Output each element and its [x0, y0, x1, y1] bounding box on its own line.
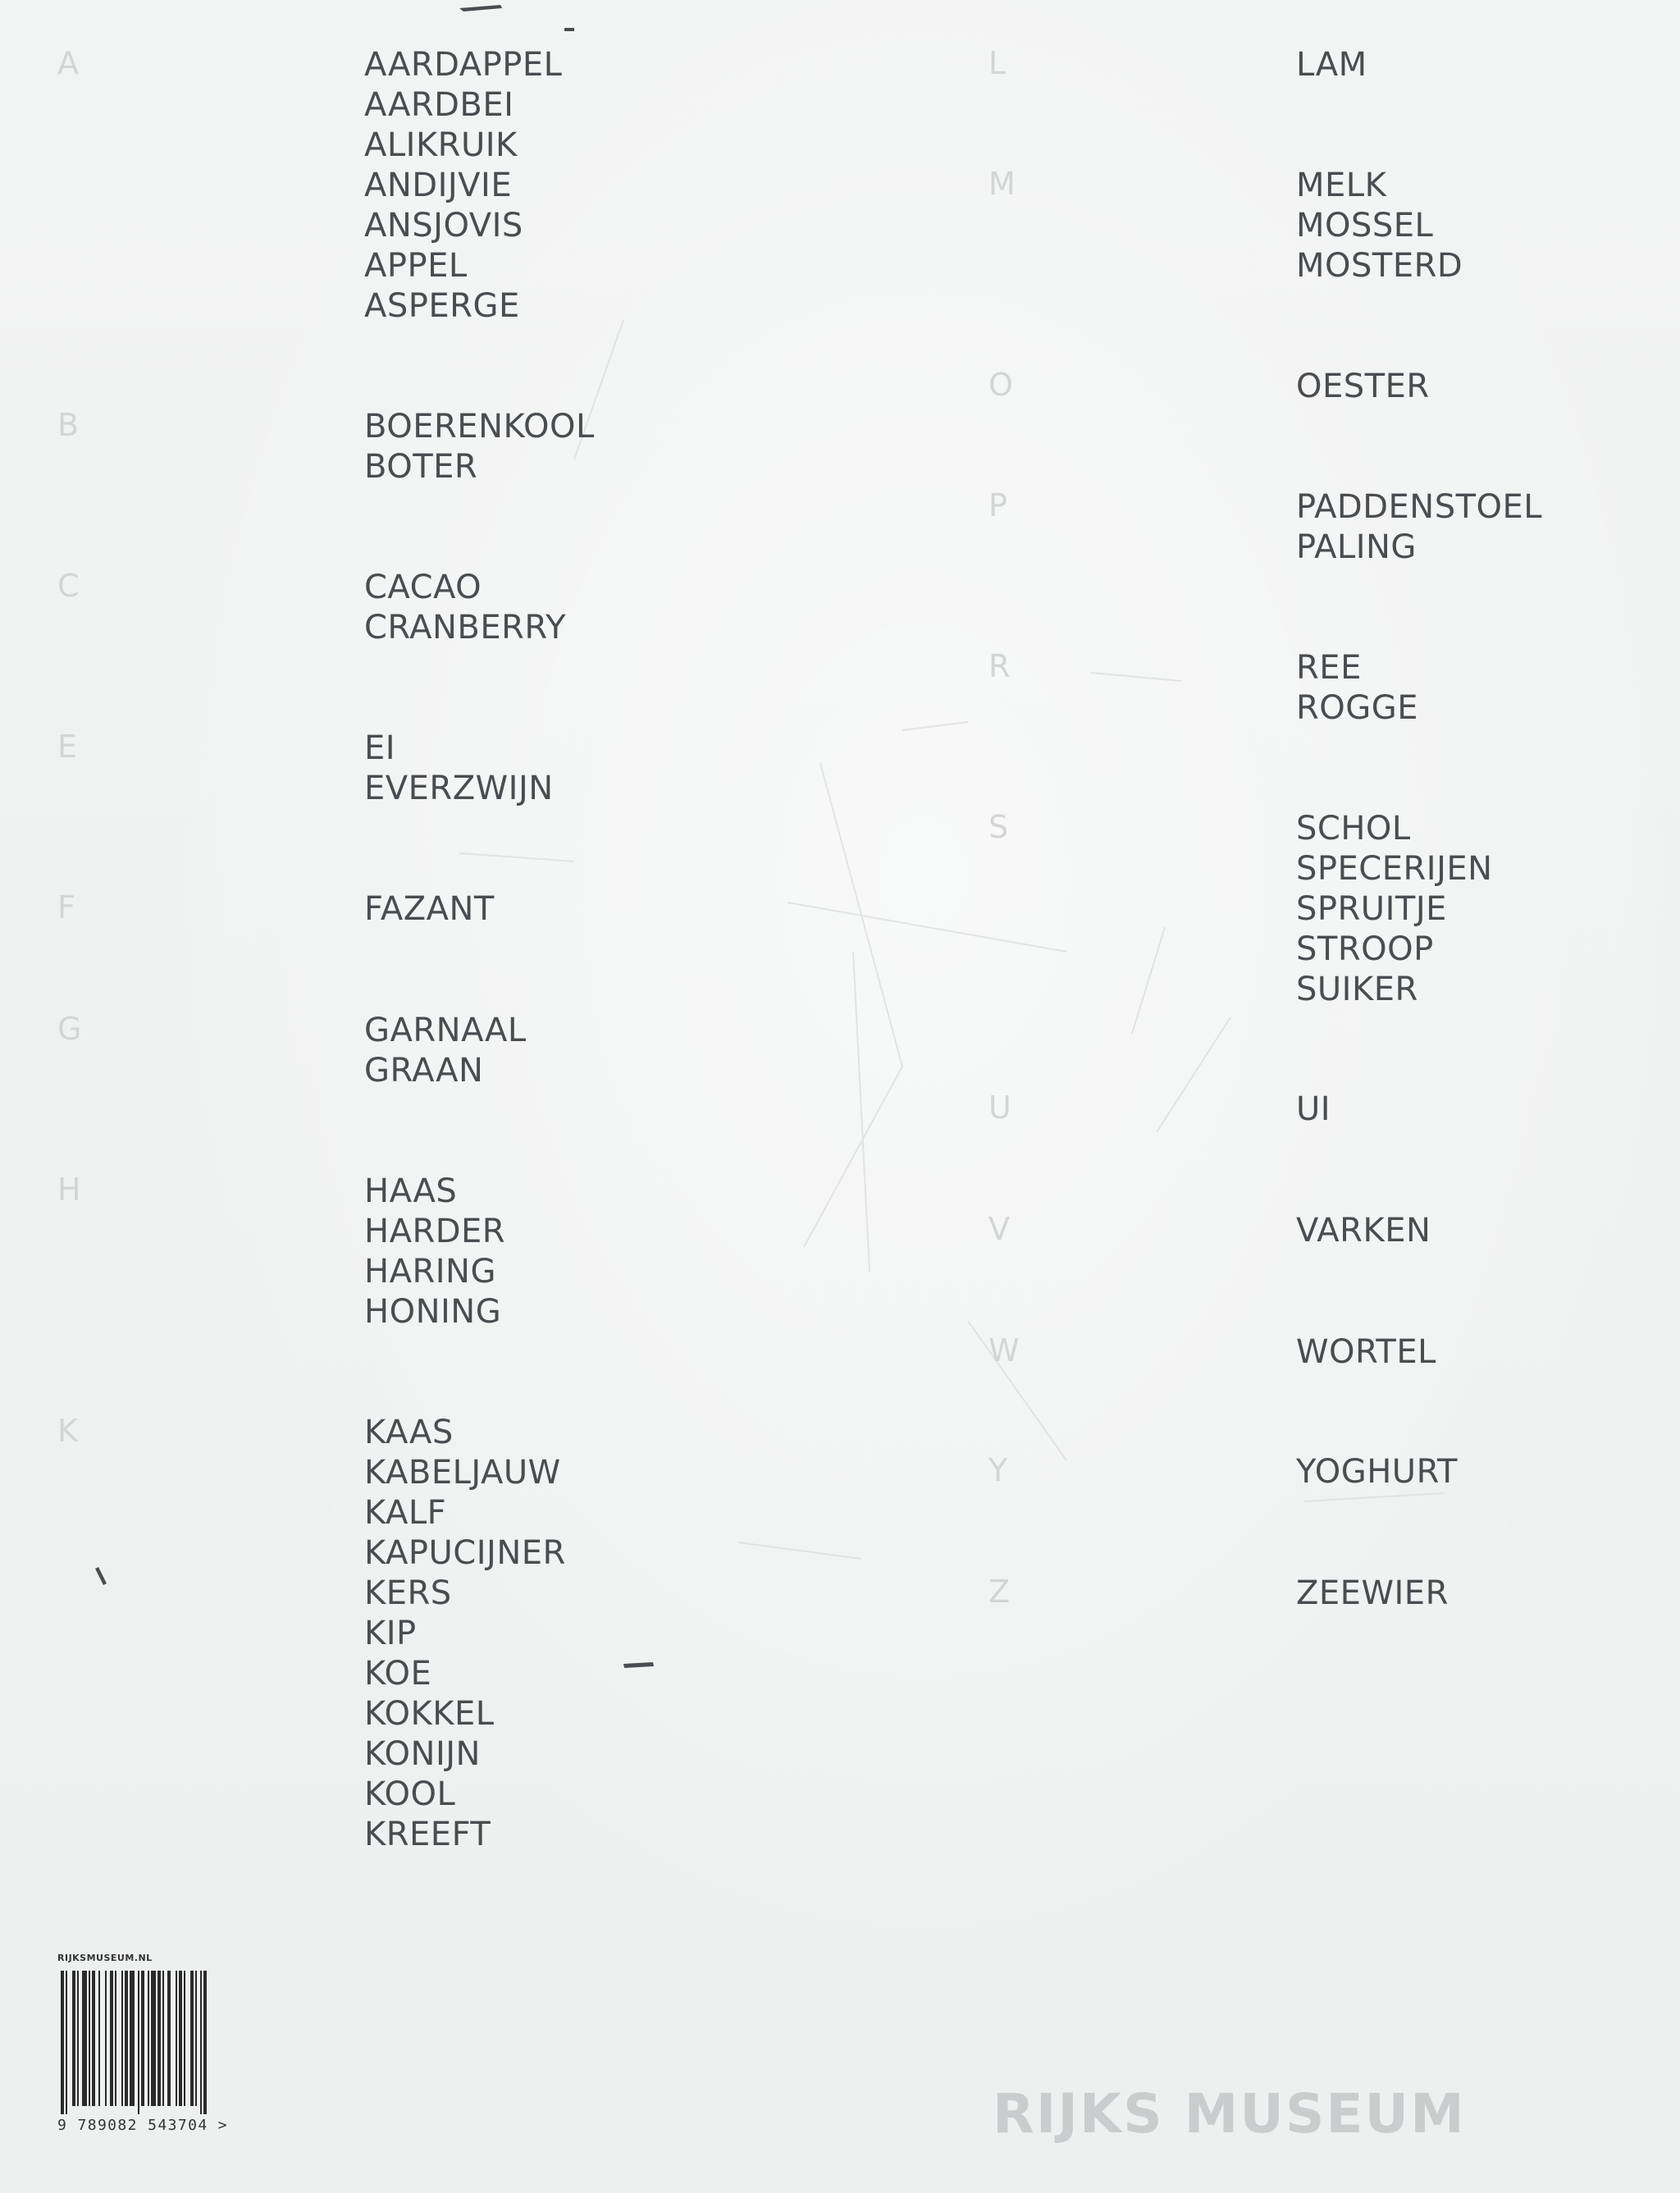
section-letter: U: [988, 1090, 1011, 1126]
barcode-bar: [162, 1971, 164, 2106]
word-list: [1296, 1332, 1436, 1373]
index-entry: HAAS: [364, 1172, 458, 1210]
word-list: [1296, 45, 1367, 85]
section-letter: H: [57, 1172, 81, 1208]
barcode-bar: [158, 1971, 161, 2106]
index-entry: MOSTERD: [1296, 247, 1463, 285]
barcode-bar: [125, 1971, 128, 2106]
section-letter: L: [988, 45, 1007, 81]
index-entry: ALIKRUIK: [364, 126, 518, 164]
barcode-bar: [148, 1971, 149, 2106]
section-letter: P: [988, 487, 1007, 523]
section-letter: B: [57, 407, 80, 443]
index-entry: KALF: [364, 1494, 447, 1532]
section-letter: S: [988, 809, 1009, 845]
word-list: [364, 45, 562, 327]
barcode-bar: [141, 1971, 144, 2106]
index-entry: KAAS: [364, 1414, 454, 1451]
word-list: [1296, 648, 1418, 729]
word-list: [364, 1413, 566, 1855]
section-letter: K: [57, 1413, 78, 1449]
index-entry: ZEEWIER: [1296, 1574, 1449, 1612]
word-list: [1296, 367, 1430, 407]
barcode-bar: [138, 1971, 139, 2114]
barcode-bar: [89, 1971, 90, 2106]
section-letter: A: [57, 45, 79, 81]
barcode-bar: [105, 1971, 107, 2106]
index-entry: BOERENKOOL: [364, 408, 595, 445]
index-entry: KOOL: [364, 1775, 456, 1813]
barcode-image: [59, 1971, 264, 2114]
index-entry: PADDENSTOEL: [1296, 488, 1543, 526]
index-entry: REE: [1296, 649, 1362, 687]
index-entry: APPEL: [364, 247, 468, 285]
section-letter: O: [988, 367, 1013, 403]
barcode-bar: [115, 1971, 116, 2106]
index-entry: HARDER: [364, 1213, 506, 1250]
word-list: [364, 568, 566, 648]
index-entry: KAPUCIJNER: [364, 1534, 566, 1572]
index-entry: BOTER: [364, 448, 478, 486]
word-list: [364, 889, 495, 930]
index-entry: KOE: [364, 1655, 432, 1693]
index-entry: SPRUITJE: [1296, 890, 1447, 928]
index-entry: KIP: [364, 1615, 417, 1652]
word-list: [364, 1011, 527, 1091]
barcode-bar: [176, 1971, 177, 2106]
barcode-bar: [167, 1971, 171, 2106]
index-entry: ROGGE: [1296, 689, 1419, 727]
index-entry: HONING: [364, 1293, 502, 1331]
index-entry: CACAO: [364, 569, 482, 606]
barcode-url: RIJKSMUSEUM.NL: [57, 1953, 153, 1963]
barcode-bar: [184, 1971, 185, 2106]
index-entry: LAM: [1296, 46, 1367, 84]
barcode-bar: [92, 1971, 95, 2106]
index-entry: SUIKER: [1296, 971, 1418, 1008]
barcode-bar: [66, 1971, 67, 2114]
barcode-bar: [179, 1971, 182, 2106]
word-list: [1296, 1211, 1431, 1251]
index-entry: KERS: [364, 1574, 452, 1612]
index-entry: GARNAAL: [364, 1012, 527, 1049]
section-letter: C: [57, 568, 80, 604]
index-entry: VARKEN: [1296, 1212, 1431, 1250]
index-entry: STROOP: [1296, 930, 1434, 968]
index-entry: MELK: [1296, 167, 1387, 204]
word-list: [1296, 487, 1542, 568]
section-letter: G: [57, 1011, 82, 1047]
barcode-block: [57, 1953, 287, 2141]
index-entry: AARDAPPEL: [364, 46, 563, 84]
section-letter: Y: [988, 1452, 1008, 1488]
index-entry: ANSJOVIS: [364, 207, 523, 244]
word-list: [1296, 1090, 1331, 1130]
word-list: [1296, 166, 1463, 286]
index-entry: WORTEL: [1296, 1333, 1436, 1371]
section-letter: W: [988, 1332, 1020, 1368]
index-entry: SCHOL: [1296, 810, 1411, 848]
word-list: [364, 407, 595, 487]
barcode-bar: [72, 1971, 75, 2106]
barcode-bar: [195, 1971, 197, 2106]
index-entry: UI: [1296, 1090, 1331, 1128]
word-list: [364, 729, 554, 809]
index-entry: YOGHURT: [1296, 1453, 1458, 1491]
barcode-bar: [203, 1971, 207, 2114]
index-entry: GRAAN: [364, 1052, 484, 1090]
section-letter: R: [988, 648, 1011, 684]
section-letter: V: [988, 1211, 1010, 1247]
index-entry: ANDIJVIE: [364, 167, 513, 204]
index-entry: PALING: [1296, 528, 1417, 566]
word-list: [364, 1172, 505, 1332]
barcode-bar: [98, 1971, 100, 2106]
index-entry: EI: [364, 729, 396, 767]
index-entry: CRANBERRY: [364, 609, 567, 646]
barcode-bar: [190, 1971, 194, 2106]
isbn-number: 9 789082 543704 >: [57, 2117, 229, 2134]
barcode-bar: [110, 1971, 113, 2106]
index-entry: FAZANT: [364, 890, 495, 928]
barcode-bar: [121, 1971, 123, 2106]
section-letter: E: [57, 729, 78, 765]
word-list: [1296, 1452, 1458, 1492]
barcode-bar: [130, 1971, 135, 2106]
section-letter: Z: [988, 1574, 1011, 1610]
barcode-bar: [151, 1971, 156, 2106]
index-entry: KONIJN: [364, 1735, 481, 1773]
index-entry: MOSSEL: [1296, 207, 1434, 244]
index-entry: KREEFT: [364, 1816, 491, 1853]
index-entry: SPECERIJEN: [1296, 850, 1493, 888]
word-list: [1296, 809, 1493, 1010]
barcode-bar: [61, 1971, 64, 2114]
rijksmuseum-logo: RIJKS MUSEUM: [993, 2082, 1466, 2145]
barcode-bar: [200, 1971, 202, 2114]
word-list: [1296, 1574, 1449, 1614]
index-entry: OESTER: [1296, 368, 1430, 405]
section-letter: F: [57, 889, 75, 925]
index-entry: KABELJAUW: [364, 1454, 561, 1492]
index-entry: ASPERGE: [364, 287, 520, 325]
index-entry: EVERZWIJN: [364, 770, 554, 807]
index-entry: HARING: [364, 1253, 496, 1291]
section-letter: M: [988, 166, 1016, 202]
index-entry: AARDBEI: [364, 86, 514, 124]
index-entry: KOKKEL: [364, 1695, 495, 1733]
barcode-bar: [82, 1971, 87, 2106]
barcode-bar: [77, 1971, 79, 2106]
